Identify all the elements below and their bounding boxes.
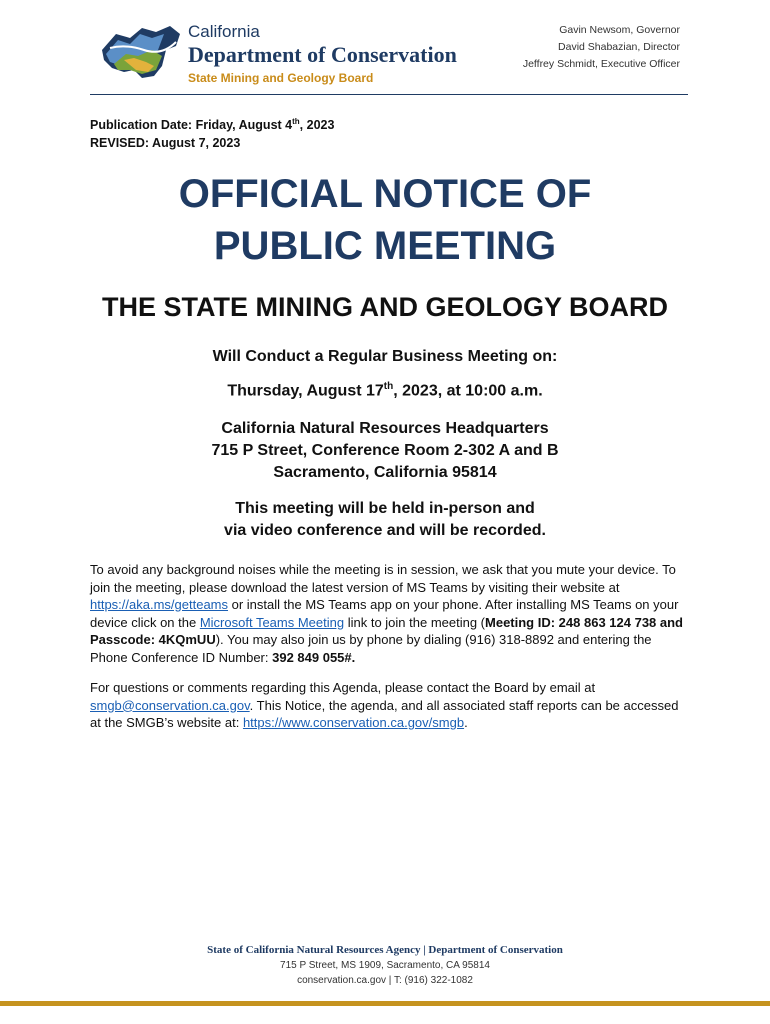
meeting-intro: Will Conduct a Regular Business Meeting on: (212, 348, 558, 365)
meeting-format (0, 498, 770, 542)
publication-date: Publication Date: Friday, August 4th, 2023 (90, 117, 335, 133)
location-building: California Natural Resources Headquarters (221, 420, 549, 437)
website-link[interactable]: https://www.conservation.ca.gov/smgb (242, 715, 465, 730)
meeting-id-passcode: Meeting ID: 248 863 124 738 and Passcode: 4KQmUU (90, 614, 683, 647)
meeting-date: Thursday, August 17th, 2023, at 10:00 a.m. (227, 381, 543, 400)
official-director: David Shabazian, Director (558, 41, 680, 53)
teams-meeting-link[interactable]: Microsoft Teams Meeting (199, 614, 345, 630)
official-governor: Gavin Newsom, Governor (559, 24, 680, 36)
publication-dates (90, 113, 334, 152)
title-line-2: PUBLIC MEETING (213, 224, 557, 268)
org-line-california: California (188, 22, 260, 41)
footer-agency: State of California Natural Resources Agency | Department of Conservation (207, 944, 563, 956)
footer-address: 715 P Street, MS 1909, Sacramento, CA 95814 (280, 960, 490, 971)
location-room: 715 P Street, Conference Room 2-302 A and B (211, 442, 559, 459)
board-heading: THE STATE MINING AND GEOLOGY BOARD (101, 292, 668, 322)
footer-accent-bar (0, 1001, 770, 1006)
conference-id: 392 849 055#. (272, 649, 356, 665)
revised-date: REVISED: August 7, 2023 (90, 136, 241, 151)
notice-title (0, 168, 770, 272)
location-city: Sacramento, California 95814 (273, 464, 497, 481)
format-line-2: via video conference and will be recorded. (224, 522, 546, 539)
california-bear-logo-icon (96, 20, 186, 82)
title-line-1: OFFICIAL NOTICE OF (178, 172, 592, 216)
header-divider (90, 94, 688, 95)
teams-instructions-paragraph: To avoid any background noises while the meeting is in session, we ask that you mute your device. To join the meeting, please download the latest version of MS Teams by visiting their website at https://aka.ms/getteams or install the MS Teams app on your phone. After installing MS Teams on your device click on the Microsoft Teams Meeting link to join the meeting (Meeting ID: 248 863 124 738 and Passcode: 4KQmUU). You may also join us by phone by dialing (916) 318-8892 and entering the Phone Conference ID Number: 392 849 055#. (90, 562, 683, 665)
getteams-link[interactable]: https://aka.ms/getteams (90, 597, 229, 612)
org-line-department: Department of Conservation (188, 42, 457, 67)
format-line-1: This meeting will be held in-person and (235, 500, 535, 517)
email-link[interactable]: smgb@conservation.ca.gov (90, 697, 250, 713)
org-line-board: State Mining and Geology Board (188, 71, 374, 85)
organization-name (188, 22, 457, 86)
contact-paragraph: For questions or comments regarding this Agenda, please contact the Board by email at smgb@conservation.ca.gov. This Notice, the agenda, and all associated staff reports can be accessed at the SMGB’s website at: https://www.conservation.ca.gov/smgb. (90, 680, 679, 730)
meeting-location (0, 418, 770, 484)
official-executive-officer: Jeffrey Schmidt, Executive Officer (522, 58, 680, 70)
footer-contact: conservation.ca.gov | T: (916) 322-1082 (297, 975, 473, 986)
officials-list (523, 22, 680, 73)
page-footer (0, 942, 770, 988)
